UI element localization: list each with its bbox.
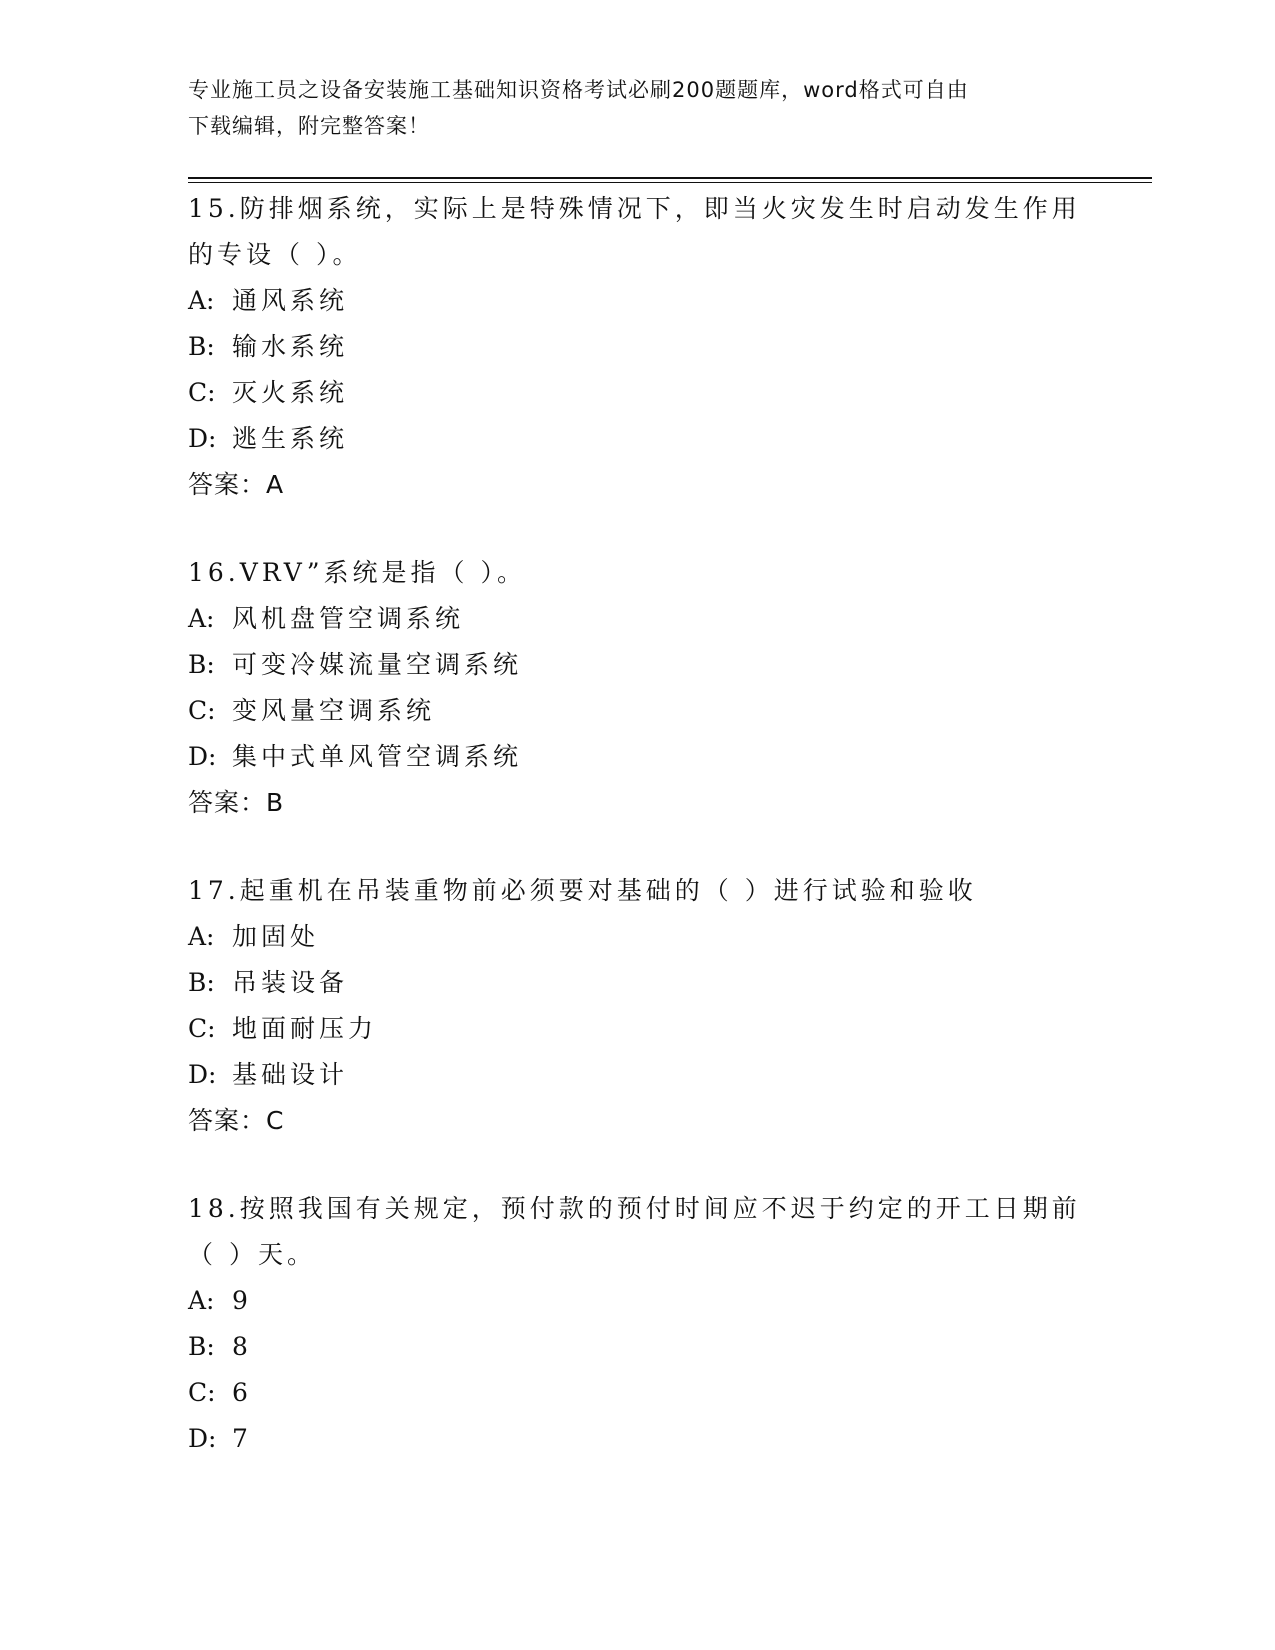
question-stem: 18.按照我国有关规定，预付款的预付时间应不迟于约定的开工日期前（ ）天。 bbox=[188, 1194, 1081, 1269]
option-text: 输水系统 bbox=[232, 332, 349, 361]
option-text: 集中式单风管空调系统 bbox=[232, 742, 523, 771]
option-key: B: bbox=[188, 968, 215, 997]
option-key: B: bbox=[188, 332, 215, 361]
option-text: 吊装设备 bbox=[232, 968, 349, 997]
question-15 bbox=[188, 186, 1088, 508]
option-key: D: bbox=[188, 1060, 217, 1089]
option-text: 可变冷媒流量空调系统 bbox=[232, 650, 523, 679]
option-text: 9 bbox=[232, 1286, 252, 1315]
option-a bbox=[188, 278, 1088, 324]
option-key: C: bbox=[188, 1378, 216, 1407]
question-16 bbox=[188, 550, 1088, 826]
option-key: C: bbox=[188, 1014, 216, 1043]
option-key: A: bbox=[188, 604, 215, 633]
option-text: 灭火系统 bbox=[232, 378, 349, 407]
header-line-2: 下载编辑，附完整答案！ bbox=[188, 114, 430, 138]
question-18 bbox=[188, 1186, 1088, 1462]
option-key: A: bbox=[188, 286, 215, 315]
option-text: 加固处 bbox=[232, 922, 320, 951]
answer-line: 答案：A bbox=[188, 470, 285, 499]
option-text: 风机盘管空调系统 bbox=[232, 604, 465, 633]
header-divider-thick bbox=[188, 177, 1152, 179]
question-stem: 15.防排烟系统，实际上是特殊情况下，即当火灾发生时启动发生作用的专设（ ）。 bbox=[188, 194, 1081, 269]
option-a bbox=[188, 1278, 1088, 1324]
option-d bbox=[188, 734, 1088, 780]
option-key: D: bbox=[188, 424, 217, 453]
option-key: A: bbox=[188, 922, 215, 951]
option-b bbox=[188, 642, 1088, 688]
question-list bbox=[188, 186, 1088, 1504]
option-c bbox=[188, 1006, 1088, 1052]
option-text: 7 bbox=[232, 1424, 252, 1453]
option-key: B: bbox=[188, 1332, 215, 1361]
answer-line: 答案：C bbox=[188, 1106, 285, 1135]
option-c bbox=[188, 1370, 1088, 1416]
answer-line: 答案：B bbox=[188, 788, 285, 817]
option-b bbox=[188, 960, 1088, 1006]
option-a bbox=[188, 596, 1088, 642]
option-b bbox=[188, 324, 1088, 370]
option-key: C: bbox=[188, 378, 216, 407]
option-text: 6 bbox=[232, 1378, 252, 1407]
question-stem: 16.VRV”系统是指（ ）。 bbox=[188, 558, 526, 587]
document-header bbox=[188, 72, 1068, 144]
question-stem: 17.起重机在吊装重物前必须要对基础的（ ）进行试验和验收 bbox=[188, 876, 977, 905]
option-key: D: bbox=[188, 742, 217, 771]
option-d bbox=[188, 1416, 1088, 1462]
option-a bbox=[188, 914, 1088, 960]
option-text: 通风系统 bbox=[232, 286, 349, 315]
option-text: 逃生系统 bbox=[232, 424, 349, 453]
header-line-1: 专业施工员之设备安装施工基础知识资格考试必刷200题题库，word格式可自由 bbox=[188, 78, 969, 102]
option-text: 变风量空调系统 bbox=[232, 696, 436, 725]
option-text: 基础设计 bbox=[232, 1060, 349, 1089]
header-divider-thin bbox=[188, 182, 1152, 183]
option-c bbox=[188, 370, 1088, 416]
option-c bbox=[188, 688, 1088, 734]
option-text: 8 bbox=[232, 1332, 252, 1361]
option-key: B: bbox=[188, 650, 215, 679]
option-b bbox=[188, 1324, 1088, 1370]
option-d bbox=[188, 416, 1088, 462]
option-key: D: bbox=[188, 1424, 217, 1453]
option-d bbox=[188, 1052, 1088, 1098]
option-key: A: bbox=[188, 1286, 215, 1315]
option-key: C: bbox=[188, 696, 216, 725]
option-text: 地面耐压力 bbox=[232, 1014, 378, 1043]
question-17 bbox=[188, 868, 1088, 1144]
